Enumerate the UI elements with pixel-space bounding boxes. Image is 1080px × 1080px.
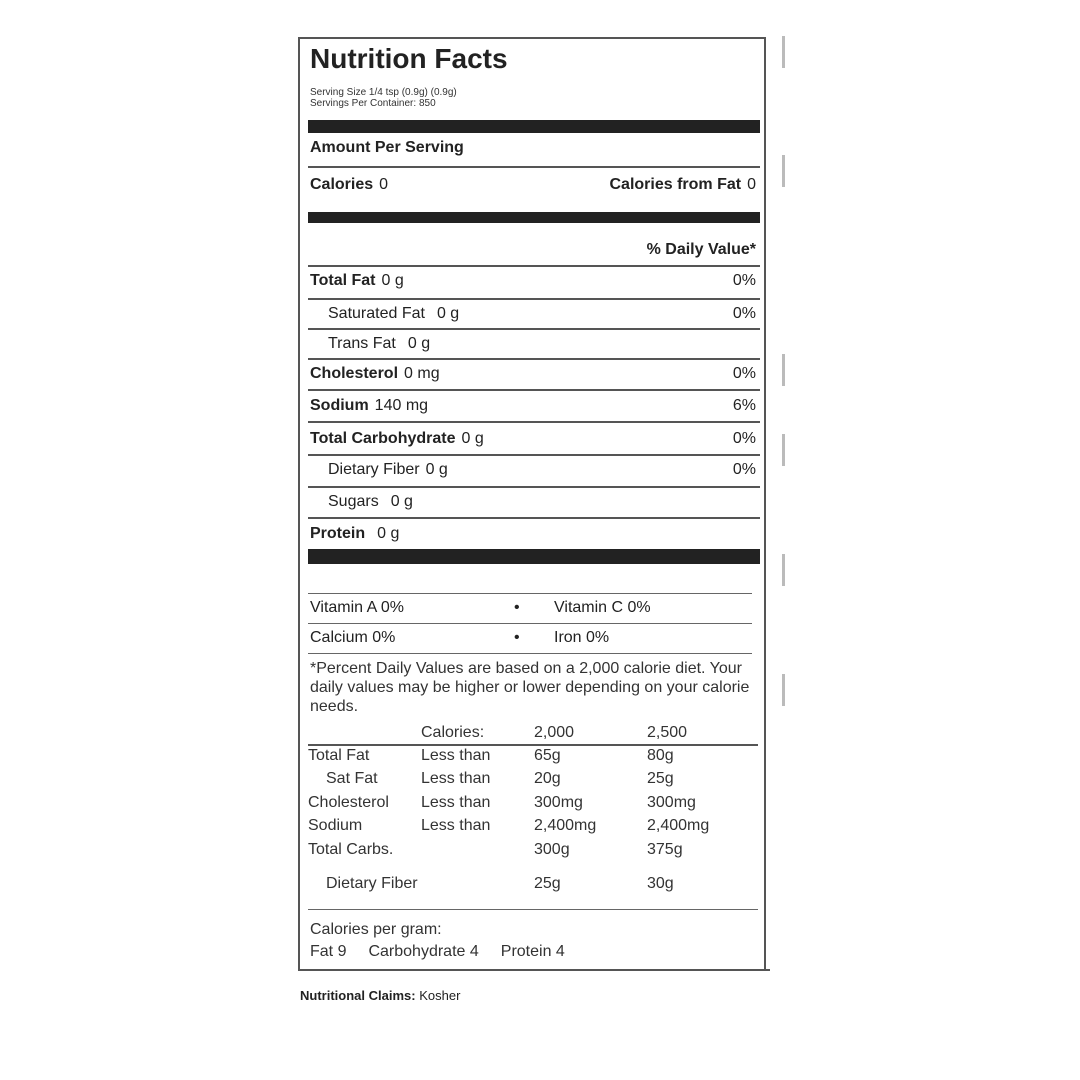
edge-mark (782, 155, 785, 187)
divider (308, 593, 752, 594)
nutrient-dv: 6% (732, 397, 756, 414)
nutrient-row-trans-fat (328, 335, 756, 353)
nutrient-dv: 0% (732, 365, 756, 382)
nutrient-amount: 0 g (381, 272, 404, 289)
divider (308, 389, 760, 391)
table-row: Dietary Fiber 25g 30g (326, 874, 674, 892)
nutritional-claims (300, 988, 460, 1003)
divider (308, 454, 760, 456)
divider (308, 623, 752, 624)
vitamin-c: Vitamin C 0% (554, 599, 651, 616)
serving-size: Serving Size 1/4 tsp (0.9g) (0.9g) (310, 87, 457, 98)
bullet: • (514, 629, 520, 646)
nutrient-name: Saturated Fat (328, 305, 425, 322)
servings-per-container: Servings Per Container: 850 (310, 98, 436, 109)
edge-mark (782, 674, 785, 706)
divider (308, 909, 758, 910)
daily-value-table (308, 722, 757, 906)
divider (308, 486, 760, 488)
calories-per-gram-label: Calories per gram: (310, 921, 442, 938)
vitamin-a: Vitamin A 0% (310, 599, 404, 616)
amount-per-serving: Amount Per Serving (310, 139, 464, 156)
nutrient-name: Total Fat (310, 272, 376, 289)
nutrient-name: Total Carbohydrate (310, 430, 456, 447)
iron: Iron 0% (554, 629, 610, 646)
nutrient-row-total-carbohydrate (310, 430, 756, 448)
nutrient-name: Trans Fat (328, 335, 396, 352)
calories-per-gram (310, 919, 587, 963)
nutrient-row-cholesterol (310, 365, 756, 383)
nutrient-row-protein (310, 525, 756, 543)
cpg-carbohydrate: Carbohydrate 4 (368, 943, 479, 960)
edge-mark (782, 434, 785, 466)
divider (308, 653, 752, 654)
table-row: Cholesterol Less than 300mg 300mg (308, 793, 696, 811)
calories-from-fat-value: 0 (747, 176, 756, 193)
edge-mark (782, 36, 785, 68)
calories-value: 0 (379, 176, 389, 193)
calories-from-fat-label: Calories from Fat (609, 176, 742, 193)
divider (308, 421, 760, 423)
nutrient-dv: 0% (732, 305, 756, 322)
daily-value-header: % Daily Value* (646, 241, 756, 258)
nutrient-row-dietary-fiber (328, 461, 756, 479)
claims-value: Kosher (419, 988, 461, 1003)
nutrient-name: Protein (310, 525, 366, 542)
amount-per-serving-row (310, 139, 756, 157)
nutrient-name: Dietary Fiber (328, 461, 420, 478)
bullet: • (514, 599, 520, 616)
table-row: Sodium Less than 2,400mg 2,400mg (308, 817, 710, 835)
thick-divider (308, 549, 760, 564)
nutrient-amount: 140 mg (374, 397, 429, 414)
nutrient-row-sugars (328, 493, 756, 511)
divider (308, 328, 760, 330)
thick-divider (308, 120, 760, 133)
table-header-divider (308, 744, 758, 746)
nutrient-dv: 0% (732, 430, 756, 447)
nutrient-dv: 0% (732, 272, 756, 289)
nutrient-amount: 0 g (461, 430, 484, 447)
daily-value-header-row (310, 241, 756, 259)
nutrient-amount: 0 g (425, 461, 448, 478)
nutrition-facts-label (298, 37, 766, 969)
divider (308, 358, 760, 360)
divider (308, 517, 760, 519)
divider (308, 265, 760, 267)
calories-label: Calories (310, 176, 374, 193)
nutrient-amount: 0 g (377, 525, 400, 542)
nutrient-amount: 0 g (390, 493, 413, 510)
daily-value-footnote: *Percent Daily Values are based on a 2,000 calorie diet. Your daily values may be higher or lower depending on your calorie needs. (310, 660, 750, 715)
nutrient-name: Sodium (310, 397, 369, 414)
table-row: Sat Fat Less than 20g 25g (326, 770, 674, 788)
table-row: Total Fat Less than 65g 80g (308, 746, 674, 764)
table-row: Total Carbs. 300g 375g (308, 840, 683, 858)
calcium: Calcium 0% (310, 629, 396, 646)
medium-divider (308, 212, 760, 223)
label-title: Nutrition Facts (310, 43, 508, 74)
nutrient-row-saturated-fat (328, 305, 756, 323)
divider (308, 298, 760, 300)
nutrient-dv: 0% (732, 461, 756, 478)
nutrient-amount: 0 mg (404, 365, 440, 382)
serving-info (310, 87, 457, 109)
cpg-protein: Protein 4 (500, 943, 565, 960)
edge-mark (782, 554, 785, 586)
table-header-row: Calories: 2,000 2,500 (421, 724, 688, 741)
nutrient-row-total-fat (310, 272, 756, 290)
divider (308, 166, 760, 168)
nutrient-row-sodium (310, 397, 756, 415)
claims-label: Nutritional Claims: (300, 988, 416, 1003)
cpg-fat: Fat 9 (310, 943, 347, 960)
nutrient-amount: 0 g (436, 305, 460, 322)
nutrient-name: Cholesterol (310, 365, 399, 382)
label-bottom-border (298, 969, 770, 971)
edge-mark (782, 354, 785, 386)
calories-row (310, 176, 756, 194)
nutrient-name: Sugars (328, 493, 379, 510)
nutrient-amount: 0 g (407, 335, 431, 352)
